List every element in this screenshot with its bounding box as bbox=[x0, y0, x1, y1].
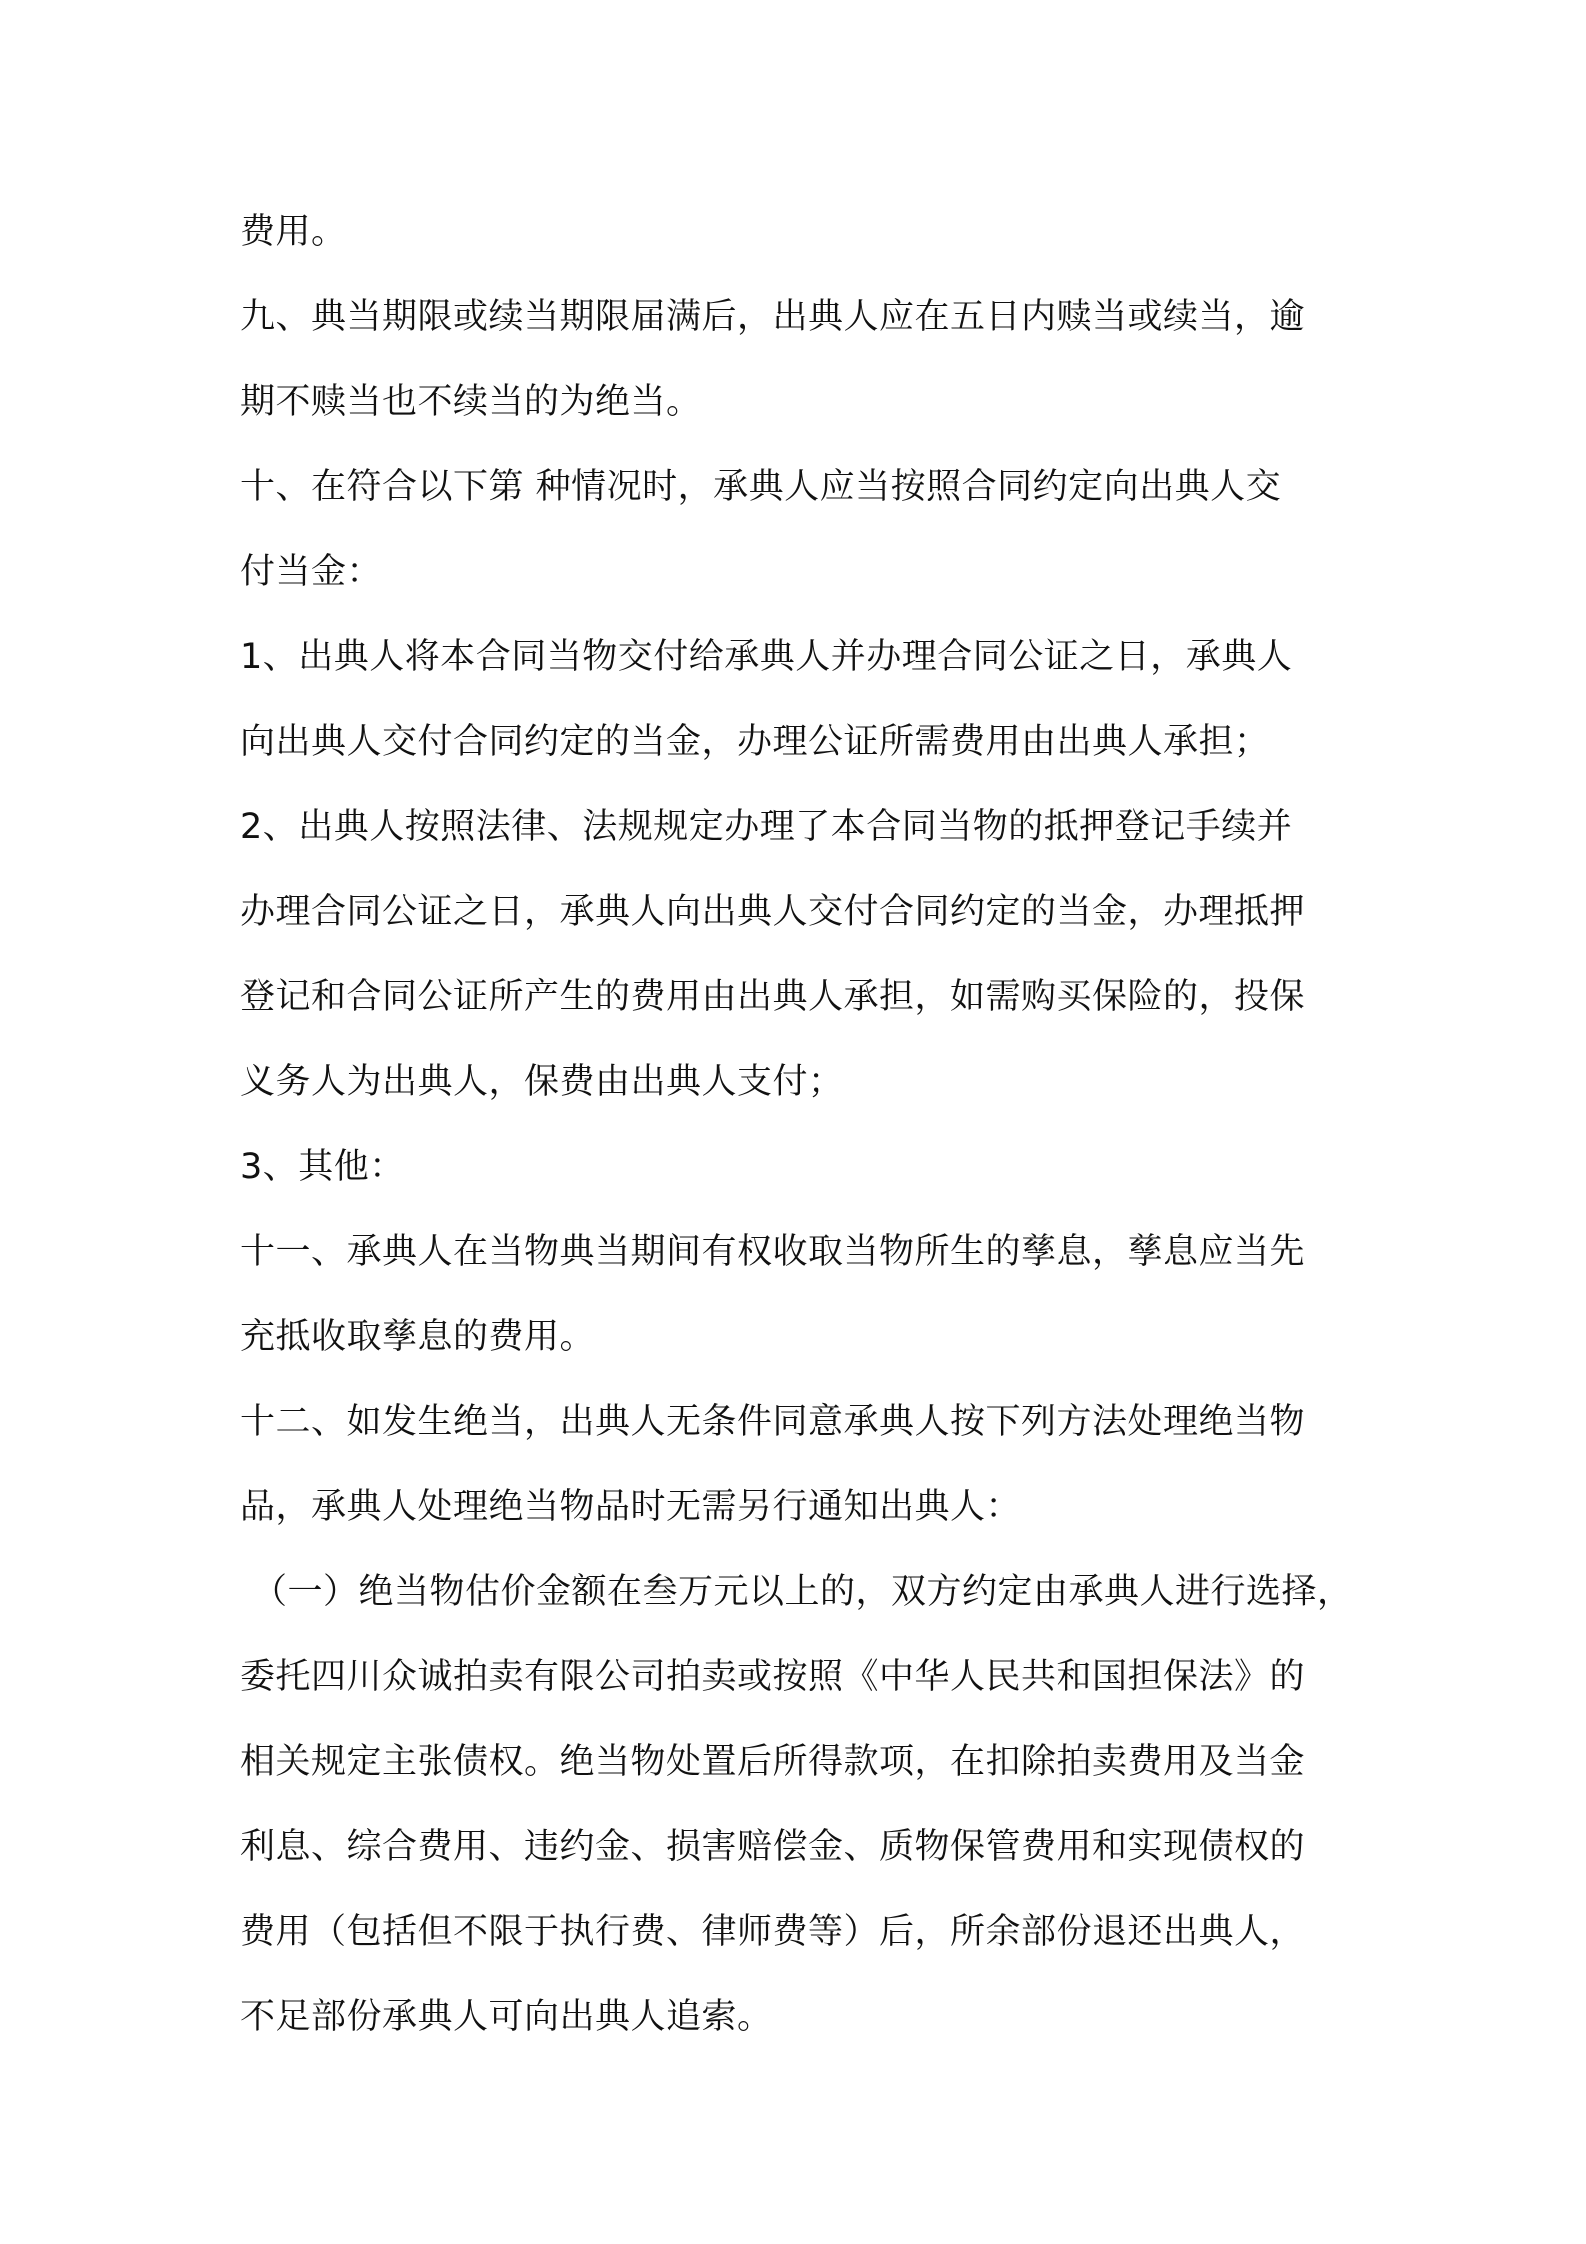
text-line: 办理合同公证之日，承典人向出典人交付合同约定的当金，办理抵押 bbox=[240, 892, 1306, 932]
text-line: 相关规定主张债权。绝当物处置后所得款项，在扣除拍卖费用及当金 bbox=[240, 1742, 1306, 1782]
text-line: 十二、如发生绝当，出典人无条件同意承典人按下列方法处理绝当物 bbox=[240, 1402, 1306, 1442]
text-line: 1、出典人将本合同当物交付给承典人并办理合同公证之日，承典人 bbox=[240, 637, 1293, 677]
text-line: 费用（包括但不限于执行费、律师费等）后，所余部份退还出典人， bbox=[240, 1912, 1306, 1952]
text-line: 委托四川众诚拍卖有限公司拍卖或按照《中华人民共和国担保法》的 bbox=[240, 1657, 1306, 1697]
text-line: 义务人为出典人，保费由出典人支付； bbox=[240, 1062, 844, 1102]
text-line: 向出典人交付合同约定的当金，办理公证所需费用由出典人承担； bbox=[240, 722, 1270, 762]
text-line: 期不赎当也不续当的为绝当。 bbox=[240, 382, 702, 422]
text-line: 2、出典人按照法律、法规规定办理了本合同当物的抵押登记手续并 bbox=[240, 807, 1293, 847]
text-line: 利息、综合费用、违约金、损害赔偿金、质物保管费用和实现债权的 bbox=[240, 1827, 1306, 1867]
text-line: （一）绝当物估价金额在叁万元以上的，双方约定由承典人进行选择， bbox=[252, 1572, 1353, 1612]
text-line: 3、其他： bbox=[240, 1147, 405, 1187]
text-line: 费用。 bbox=[240, 212, 347, 252]
text-line: 十、在符合以下第 种情况时，承典人应当按照合同约定向出典人交 bbox=[240, 467, 1282, 507]
text-line: 登记和合同公证所产生的费用由出典人承担，如需购买保险的，投保 bbox=[240, 977, 1306, 1017]
text-line: 十一、承典人在当物典当期间有权收取当物所生的孳息，孳息应当先 bbox=[240, 1232, 1306, 1272]
text-line: 付当金： bbox=[240, 552, 383, 592]
text-line: 九、典当期限或续当期限届满后，出典人应在五日内赎当或续当，逾 bbox=[240, 297, 1306, 337]
contract-text-block bbox=[240, 190, 1360, 2060]
text-line: 充抵收取孳息的费用。 bbox=[240, 1317, 596, 1357]
text-line: 品，承典人处理绝当物品时无需另行通知出典人： bbox=[240, 1487, 1022, 1527]
text-line: 不足部份承典人可向出典人追索。 bbox=[240, 1997, 773, 2037]
